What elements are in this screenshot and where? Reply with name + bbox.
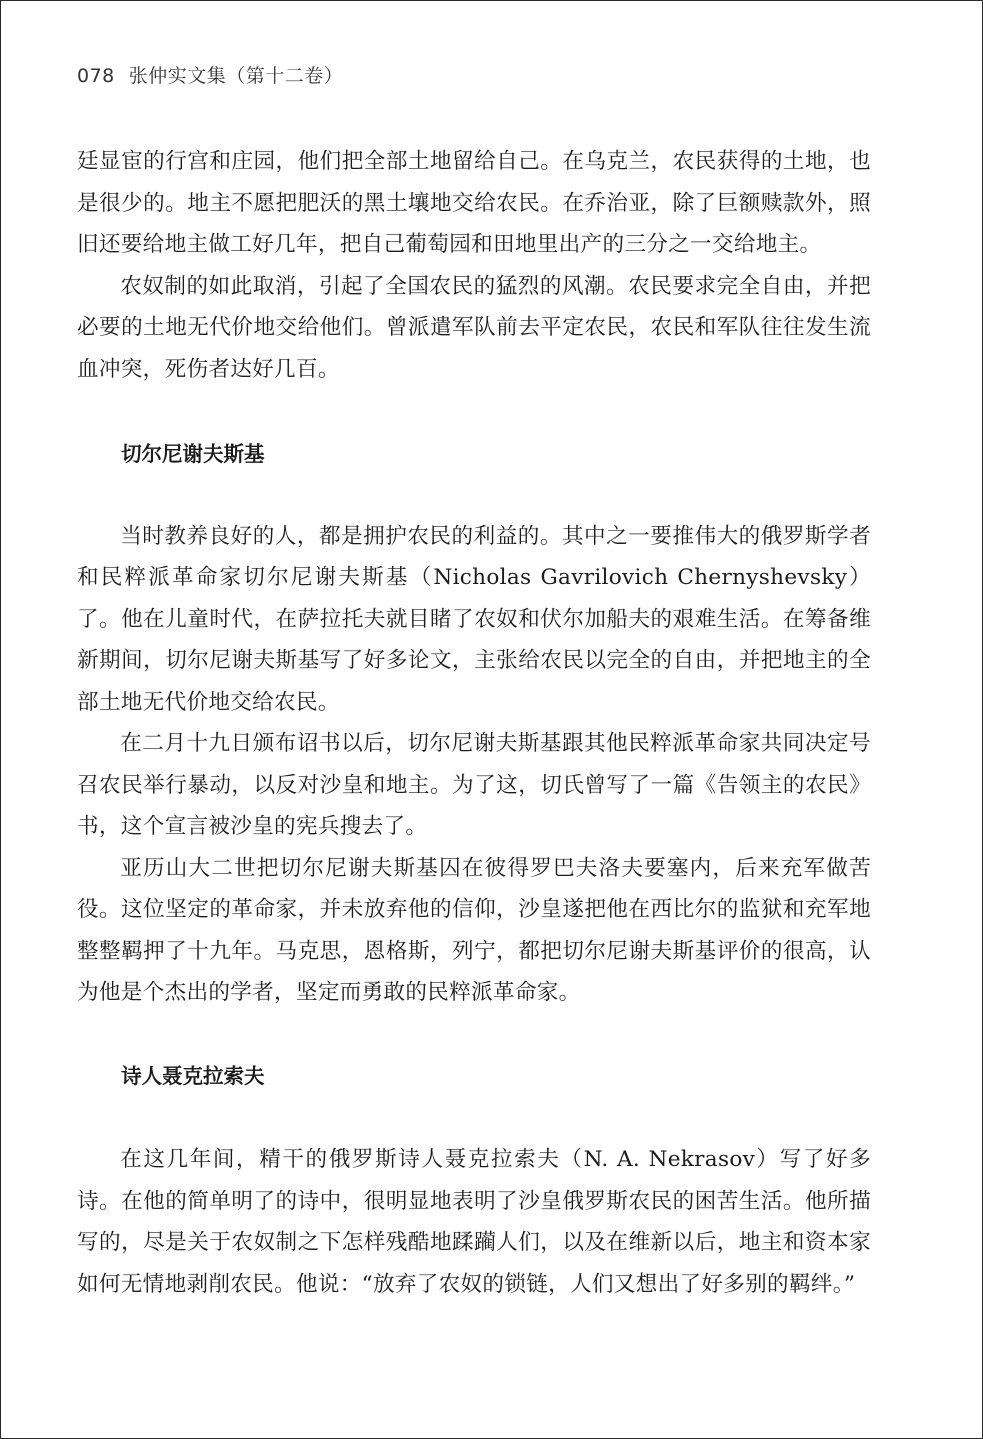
paragraph: 农奴制的如此取消，引起了全国农民的猛烈的风潮。农民要求完全自由，并把必要的土地无代价地交给他们。曾派遣军队前去平定农民，农民和军队往往发生流血冲突，死伤者达好几百。 (77, 273, 871, 382)
book-title: 张仲实文集（第十二卷） (128, 65, 344, 87)
section-heading-chernyshevsky: 切尔尼谢夫斯基 (121, 442, 265, 466)
section-heading-nekrasov: 诗人聂克拉索夫 (121, 1063, 265, 1088)
paragraph: 亚历山大二世把切尔尼谢夫斯基囚在彼得罗巴夫洛夫要塞内，后来充军做苦役。这位坚定的革命家，并未放弃他的信仰，沙皇遂把他在西比尔的监狱和充军地整整羁押了十九年。马克思，恩格斯，列宁，都把切尔尼谢夫斯基评价的很高，认为他是个杰出的学者，坚定而勇敢的民粹派革命家。 (77, 855, 871, 1005)
running-header (77, 61, 343, 88)
page-number: 078 (77, 65, 115, 87)
paragraph: 在这几年间，精干的俄罗斯诗人聂克拉索夫（N. A. Nekrasov）写了好多诗。在他的简单明了的诗中，很明显地表明了沙皇俄罗斯农民的困苦生活。他所描写的，尽是关于农奴制之下怎样残酷地蹂躏人们，以及在维新以后，地主和资本家如何无情地剥削农民。他说：“放弃了农奴的锁链，人们又想出了好多别的羁绊。” (77, 1147, 871, 1297)
paragraph: 当时教养良好的人，都是拥护农民的利益的。其中之一要推伟大的俄罗斯学者和民粹派革命家切尔尼谢夫斯基（Nicholas Gavrilovich Chernyshevsky）了。他在儿童时代，在萨拉托夫就目睹了农奴和伏尔加船夫的艰难生活。在筹备维新期间，切尔尼谢夫斯基写了好多论文，主张给农民以完全的自由，并把地主的全部土地无代价地交给农民。 (77, 523, 871, 715)
paragraph-continuation: 廷显宦的行宫和庄园，他们把全部土地留给自己。在乌克兰，农民获得的土地，也是很少的。地主不愿把肥沃的黑土壤地交给农民。在乔治亚，除了巨额赎款外，照旧还要给地主做工好几年，把自己葡萄园和田地里出产的三分之一交给地主。 (77, 149, 871, 257)
page-body (77, 141, 871, 1305)
paragraph: 在二月十九日颁布诏书以后，切尔尼谢夫斯基跟其他民粹派革命家共同决定号召农民举行暴动，以反对沙皇和地主。为了这，切氏曾写了一篇《告领主的农民》书，这个宣言被沙皇的宪兵搜去了。 (77, 731, 871, 839)
